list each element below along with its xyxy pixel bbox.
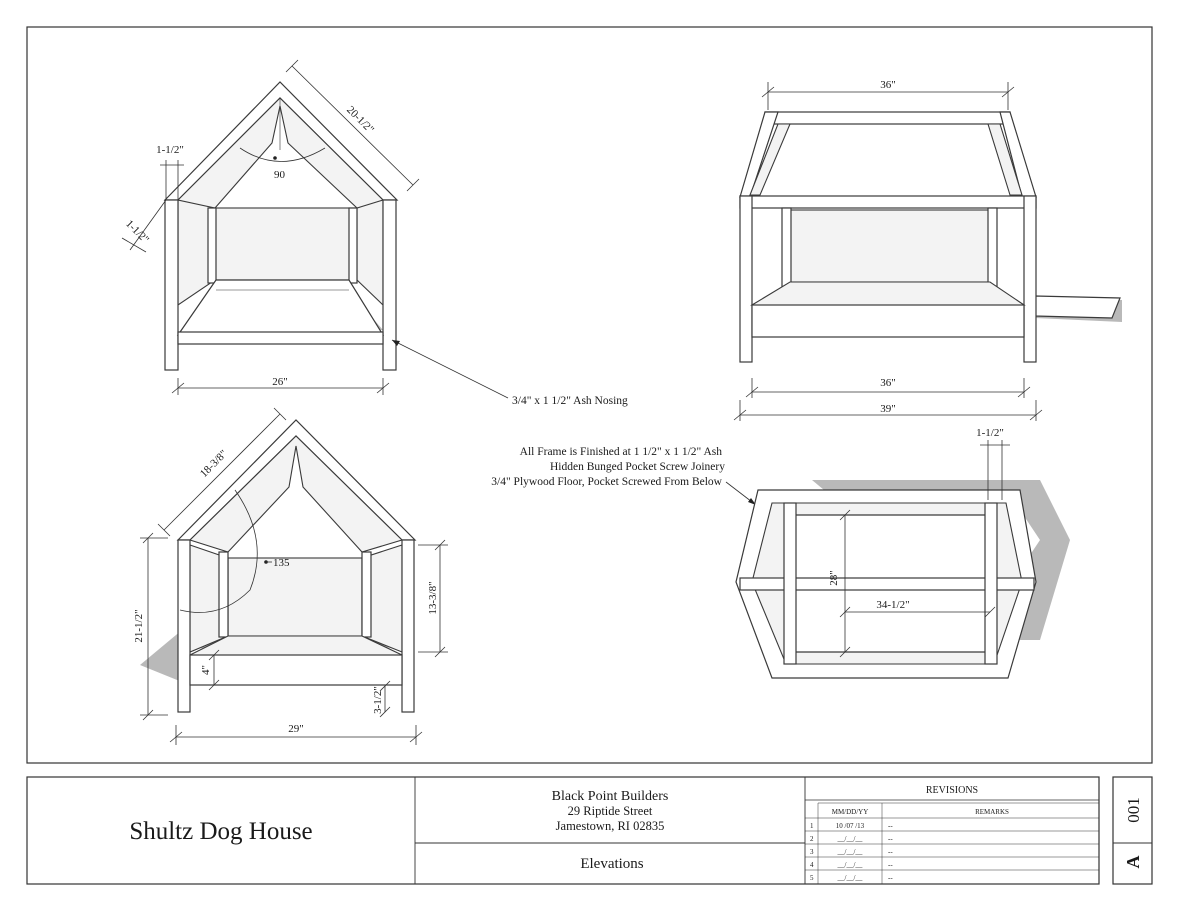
front-rafter-width-dim: 1-1/2" bbox=[156, 144, 184, 156]
back-roof-angle: 135 bbox=[273, 557, 290, 569]
side-outer-width-dim: 39" bbox=[880, 403, 896, 415]
back-leg-height-dim: 3-1/2" bbox=[372, 686, 384, 714]
rev-num-4: 4 bbox=[810, 861, 814, 869]
rev-date-2: __/__/__ bbox=[837, 835, 863, 843]
back-inner-height-dim: 13-3/8" bbox=[427, 581, 439, 615]
side-elevation bbox=[734, 79, 1122, 421]
back-roof-dim: 18-3/8" bbox=[197, 447, 230, 480]
rev-date-4: __/__/__ bbox=[837, 861, 863, 869]
rev-date-1: 10 /07 /13 bbox=[835, 822, 865, 830]
company-name: Black Point Builders bbox=[551, 789, 669, 804]
company-address-2: Jamestown, RI 02835 bbox=[555, 819, 665, 833]
plan-frame-width-dim: 1-1/2" bbox=[976, 427, 1004, 439]
side-top-dim: 36" bbox=[880, 79, 896, 91]
title-block bbox=[27, 777, 1152, 884]
front-elevation bbox=[122, 60, 628, 407]
revisions-header: REVISIONS bbox=[925, 785, 979, 796]
nosing-callout: 3/4" x 1 1/2" Ash Nosing bbox=[512, 395, 628, 407]
back-height-dim: 21-1/2" bbox=[133, 609, 145, 643]
rev-num-5: 5 bbox=[810, 874, 814, 882]
sheet-number: 001 bbox=[1124, 797, 1143, 823]
front-width-dim: 26" bbox=[272, 376, 288, 388]
company-address-1: 29 Riptide Street bbox=[567, 804, 653, 818]
rev-remark-5: -- bbox=[888, 874, 893, 882]
side-inner-width-dim: 36" bbox=[880, 377, 896, 389]
rev-remark-4: -- bbox=[888, 861, 893, 869]
note-line-2: Hidden Bunged Pocket Screw Joinery bbox=[549, 461, 725, 473]
sheet-letter: A bbox=[1123, 855, 1143, 869]
back-width-dim: 29" bbox=[288, 723, 304, 735]
rev-remark-1: -- bbox=[888, 822, 893, 830]
revisions-col-remarks: REMARKS bbox=[975, 808, 1009, 816]
rev-num-1: 1 bbox=[810, 822, 814, 830]
plan-length-dim: 34-1/2" bbox=[876, 599, 910, 611]
note-line-1: All Frame is Finished at 1 1/2" x 1 1/2" Ash bbox=[519, 446, 722, 458]
back-floor-height-dim: 4" bbox=[200, 665, 212, 675]
rev-date-5: __/__/__ bbox=[837, 874, 863, 882]
front-roof-dim: 20-1/2" bbox=[344, 103, 377, 136]
back-elevation bbox=[133, 408, 448, 745]
project-title: Shultz Dog House bbox=[129, 818, 313, 845]
general-notes bbox=[491, 446, 756, 505]
front-rafter-thick-dim: 1-1/2" bbox=[123, 217, 152, 246]
plan-depth-dim: 28" bbox=[828, 570, 840, 586]
rev-num-3: 3 bbox=[810, 848, 814, 856]
plan-view bbox=[736, 427, 1070, 678]
sheet-title: Elevations bbox=[580, 856, 644, 872]
rev-remark-2: -- bbox=[888, 835, 893, 843]
rev-num-2: 2 bbox=[810, 835, 814, 843]
rev-date-3: __/__/__ bbox=[837, 848, 863, 856]
note-line-3: 3/4" Plywood Floor, Pocket Screwed From Below bbox=[491, 476, 722, 488]
rev-remark-3: -- bbox=[888, 848, 893, 856]
revisions-col-date: MM/DD/YY bbox=[831, 808, 869, 816]
front-roof-angle: 90 bbox=[274, 169, 285, 181]
